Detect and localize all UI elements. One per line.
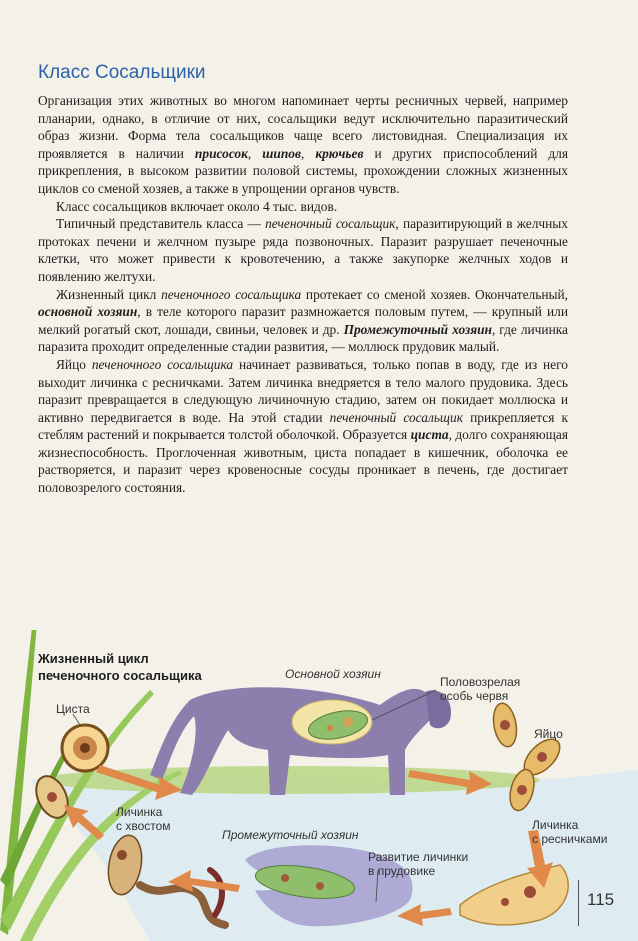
paragraph (38, 356, 568, 497)
text-run: прикрепляется к стеблям растений и покрывается толстой оболочкой. Образуется (38, 409, 568, 443)
paragraph (38, 215, 568, 285)
label-egg: Яйцо (534, 727, 563, 741)
text-run: , где личинка паразита проходит определенные стадии развития, — моллюск прудовик малый. (38, 321, 569, 355)
text-run: , (300, 145, 316, 161)
label-intermediate-host: Промежуточный хозяин (222, 828, 359, 842)
emphasis-term: печеночный сосальщик (329, 409, 463, 425)
emphasis-term: печеночного сосальщика (91, 356, 234, 372)
label-tailed-larva: Личинка с хвостом (116, 805, 171, 833)
emphasis-term: крючьев (315, 145, 364, 161)
text-run: Яйцо (56, 356, 92, 372)
figure-title: Жизненный цикл печеночного сосальщика (38, 651, 202, 683)
label-adult-worm: Половозрелая особь червя (440, 675, 521, 703)
label-ciliated-larva: Личинка с ресничками (532, 818, 608, 846)
emphasis-term: основной хозяин (38, 304, 138, 320)
emphasis-term: шипов (262, 145, 301, 161)
text-run: протекает со сменой хозяев. Окончательный, (301, 286, 568, 302)
text-run: Типичный представитель класса — (56, 216, 266, 232)
emphasis-term: Промежуточный хозяин (343, 321, 492, 337)
label-development-in-snail: Развитие личинки в прудовике (368, 850, 469, 878)
text-run: , в теле которого паразит размножается половым путем, — крупный или мелкий рогатый скот, лошади, свиньи, человек и др. (38, 304, 568, 337)
emphasis-term: присосок (194, 145, 248, 161)
text-run: Организация этих животных во многом напоминает черты ресничных червей, например планарии, однако, в отличие от них, сосальщики ведут исключительно паразитический образ жизни. Форма тела сосальщиков чаще всего листовидная. Специализация их проявляется в наличии (38, 93, 568, 161)
section-title: Класс Сосальщики (38, 62, 206, 83)
text-run: , паразитирующий в желчных протоках печени и желчном пузыре ряда позвоночных. Паразит разрушает печеночные клетки, что может привести к кровотечению, а также закупорке желчных ходов и появлению желтухи. (38, 216, 569, 284)
emphasis-term: печеночный сосальщик (265, 216, 396, 232)
text-run: и других приспособлений для прикрепления, в высоком развитии половой системы, прохождении сложных жизненных циклов со сменой хозяев, а также в упрощении органов чувств. (38, 145, 568, 196)
paragraph (38, 286, 568, 356)
cyst (62, 725, 108, 771)
label-cyst: Циста (56, 702, 90, 716)
page-number: 115 (578, 880, 614, 926)
emphasis-term: циста (410, 427, 449, 443)
text-run: Класс сосальщиков включает около 4 тыс. видов. (56, 198, 338, 214)
text-run: Жизненный цикл (56, 286, 162, 302)
label-main-host: Основной хозяин (285, 667, 381, 681)
body-text (38, 92, 568, 497)
liver-with-adult-fluke (292, 700, 372, 744)
paragraph (38, 198, 568, 216)
text-run: , долго сохраняющая жизнеспособность. Проглоченная животным, циста попадает в кишечник, оболочка ее растворяется, и паразит через кровеносные сосуды проникает в печень, где достигает половозрелого состояния. (38, 427, 568, 496)
text-run: , (247, 145, 263, 161)
emphasis-term: печеночного сосальщика (161, 286, 302, 302)
text-run: начинает развиваться, только попав в воду, где из него выходит личинка с ресничками. Затем личинка внедряется в тело малого прудовика. Здесь паразит превращается в следующую личиночную стадию, затем он покидает моллюска и активно передвигается в воде. На этой стадии (38, 356, 568, 425)
paragraph (38, 92, 568, 198)
